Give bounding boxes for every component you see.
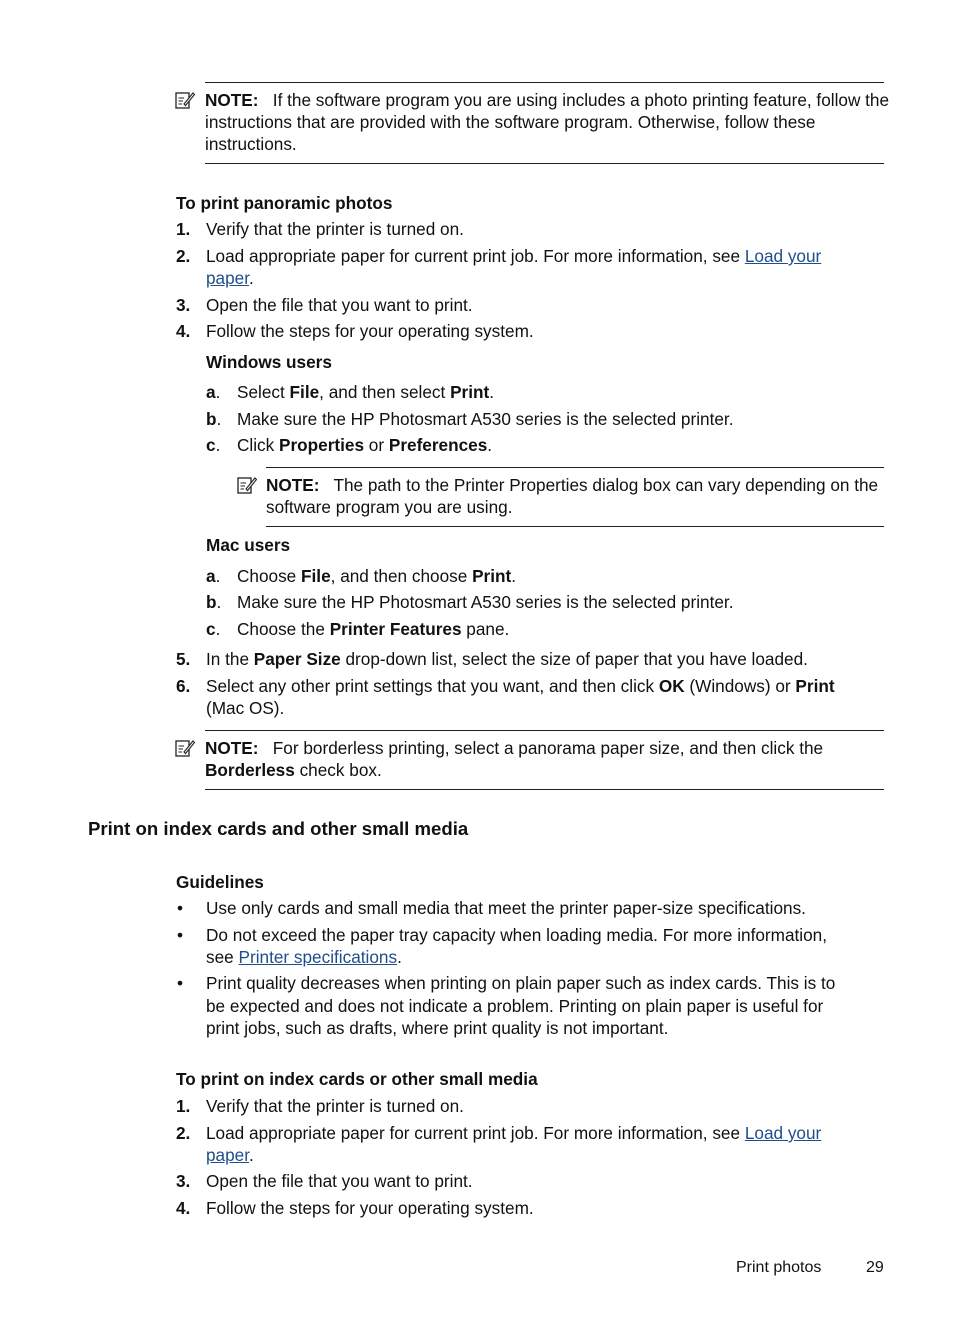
step-text-cont: paper. (206, 268, 254, 288)
step-number: 4. (176, 321, 191, 341)
step-text: Verify that the printer is turned on. (206, 1096, 464, 1116)
step-text: Verify that the printer is turned on. (206, 219, 464, 239)
mac-users-heading: Mac users (206, 535, 291, 555)
bullet-text: Use only cards and small media that meet the printer paper-size specifications. (206, 898, 806, 918)
substep-text: Make sure the HP Photosmart A530 series is the selected printer. (237, 592, 734, 612)
step-number: 5. (176, 649, 191, 669)
substep-text: Select File, and then select Print. (237, 382, 494, 402)
note-label: NOTE: (205, 738, 259, 758)
note-text (266, 474, 888, 518)
guidelines-heading: Guidelines (176, 872, 264, 892)
step-text: Follow the steps for your operating system. (206, 1198, 534, 1218)
bullet-text-cont: be expected and does not indicate a problem. Printing on plain paper is useful for (206, 996, 824, 1016)
step-number: 3. (176, 1171, 191, 1191)
substep-letter: c. (206, 619, 221, 639)
bullet-icon: • (177, 898, 184, 918)
step-number: 4. (176, 1198, 191, 1218)
step-number: 2. (176, 1123, 191, 1143)
substep-text: Choose File, and then choose Print. (237, 566, 517, 586)
note-body: The path to the Printer Properties dialog box can vary depending on the software program you are using. (266, 475, 879, 517)
bullet-icon: • (177, 973, 184, 993)
step-number: 2. (176, 246, 191, 266)
bullet-text-cont: print jobs, such as drafts, where print quality is not important. (206, 1018, 669, 1038)
windows-users-heading: Windows users (206, 352, 332, 372)
load-paper-link[interactable]: Load your (744, 246, 822, 266)
bullet-text-cont: see Printer specifications. (206, 947, 402, 967)
note-label: NOTE: (205, 90, 259, 110)
step-text: Load appropriate paper for current print job. For more information, see Load your (206, 246, 822, 266)
note-label: NOTE: (266, 475, 320, 495)
load-paper-link[interactable]: Load your (744, 1123, 822, 1143)
substep-text: Click Properties or Preferences. (237, 435, 493, 455)
note-pencil-icon (237, 475, 257, 495)
bullet-text: Do not exceed the paper tray capacity when loading media. For more information, (206, 925, 827, 945)
footer-section-name: Print photos (736, 1259, 822, 1276)
note-pencil-icon (175, 738, 195, 758)
procedure-heading: To print on index cards or other small media (176, 1069, 538, 1089)
step-text-cont: (Mac OS). (206, 698, 285, 718)
note-body: If the software program you are using includes a photo printing feature, follow the instructions that are provided with the software program. Otherwise, follow these instructions. (205, 90, 890, 154)
step-text: Open the file that you want to print. (206, 295, 473, 315)
substep-text: Make sure the HP Photosmart A530 series is the selected printer. (237, 409, 734, 429)
section-title: Print on index cards and other small media (88, 818, 469, 839)
bullet-text: Print quality decreases when printing on plain paper such as index cards. This is to (206, 973, 836, 993)
step-number: 1. (176, 219, 191, 239)
procedure-heading: To print panoramic photos (176, 193, 393, 213)
note-text-cont: Borderless check box. (205, 760, 382, 780)
step-text: Follow the steps for your operating system. (206, 321, 534, 341)
step-text: Open the file that you want to print. (206, 1171, 473, 1191)
substep-letter: a. (206, 566, 221, 586)
load-paper-link-cont[interactable]: paper (206, 268, 250, 288)
substep-letter: b. (206, 409, 222, 429)
step-text: Select any other print settings that you want, and then click OK (Windows) or Print (206, 676, 835, 696)
step-text-cont: paper. (206, 1145, 254, 1165)
substep-letter: c. (206, 435, 221, 455)
bullet-icon: • (177, 925, 184, 945)
note-pencil-icon (175, 90, 195, 110)
footer-page-number: 29 (866, 1259, 884, 1276)
substep-letter: b. (206, 592, 222, 612)
note-text: NOTE: For borderless printing, select a panorama paper size, and then click the (205, 738, 824, 758)
substep-text: Choose the Printer Features pane. (237, 619, 510, 639)
substep-letter: a. (206, 382, 221, 402)
step-number: 3. (176, 295, 191, 315)
step-text: In the Paper Size drop-down list, select the size of paper that you have loaded. (206, 649, 808, 669)
note-text (205, 89, 890, 155)
step-number: 1. (176, 1096, 191, 1116)
printer-specifications-link[interactable]: Printer specifications (238, 947, 398, 967)
step-number: 6. (176, 676, 191, 696)
step-text: Load appropriate paper for current print job. For more information, see Load your (206, 1123, 822, 1143)
load-paper-link-cont[interactable]: paper (206, 1145, 250, 1165)
